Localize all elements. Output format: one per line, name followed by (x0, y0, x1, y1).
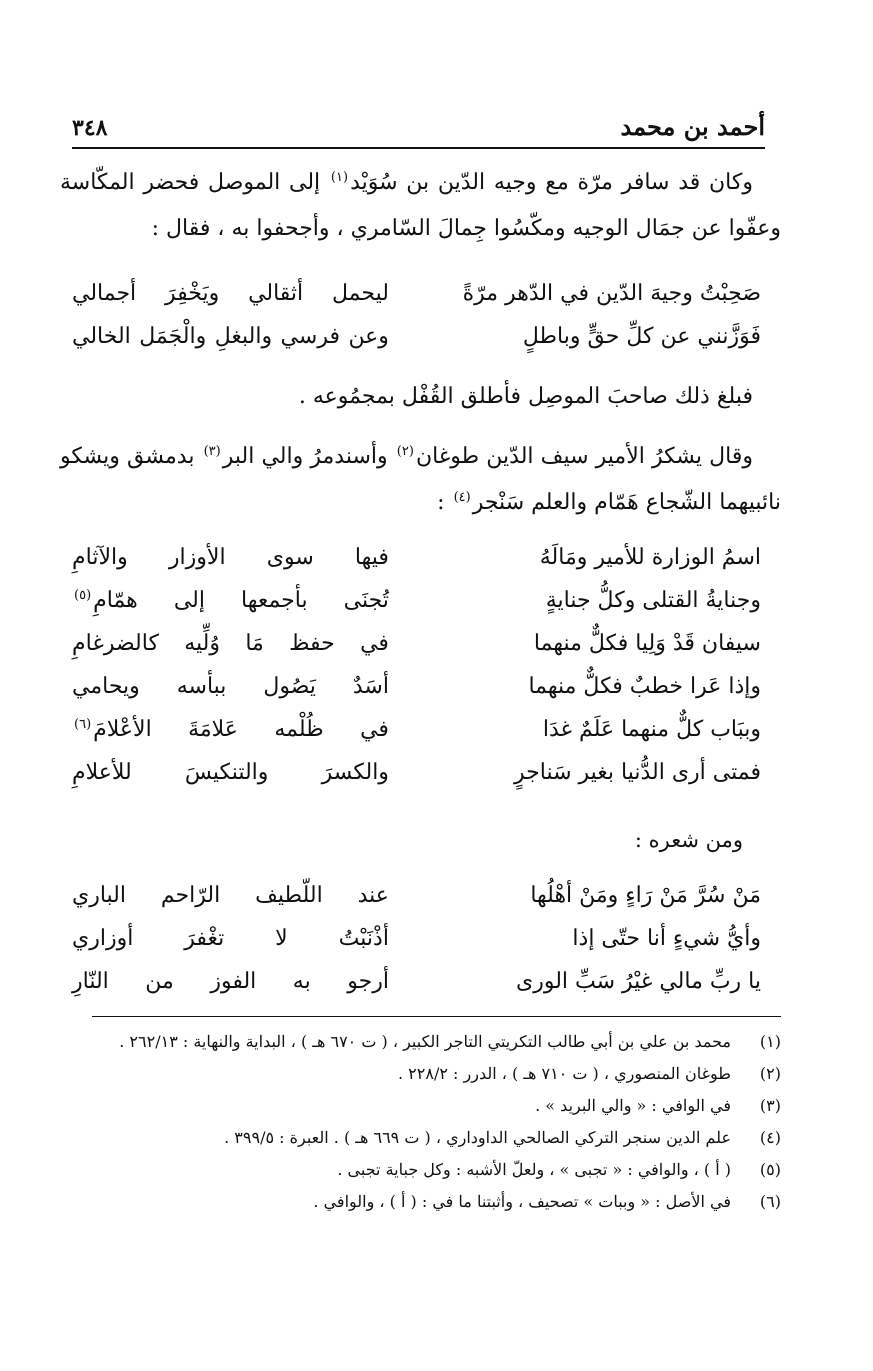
verse-second-hemistich: عند اللّطيف الرّاحم الباري (72, 883, 389, 908)
verse-text: فيها سوى الأوزار والآثامِ (72, 545, 389, 570)
verse-second-hemistich: أذْنَبْتُ لا تغْفرَ أوزاري (72, 926, 389, 951)
footnote (60, 1153, 781, 1185)
page-number: ٣٤٨ (72, 115, 108, 141)
verse-line (72, 272, 761, 315)
verse-first-hemistich: يا ربِّ مالي غيْرُ سَبِّ الورى (516, 969, 761, 994)
footnote-separator (92, 1016, 781, 1017)
poem-2 (72, 536, 761, 794)
footnote-ref-2: (٢) (396, 443, 414, 459)
footnote-number: (٤) (759, 1127, 781, 1147)
paragraph-3-text-c: بدمشق ويشكو نائبيهما الشّجاع هَمّام والعلم سَنْجر (60, 444, 781, 515)
footnote-ref-5: (٥) (74, 587, 92, 603)
footnote (60, 1121, 781, 1153)
paragraph-2-text: فبلغ ذلك صاحبَ الموصِل فأطلق القُفْل بمجمُوعه . (298, 384, 753, 409)
verse-first-hemistich: مَنْ سُرَّ مَنْ رَاءٍ ومَنْ أهْلُها (530, 883, 761, 908)
verse-second-hemistich (72, 760, 389, 785)
footnote-text: ( أ ) ، والوافي : « تجبى » ، ولعلّ الأشبه : وكل جباية تجبى . (337, 1159, 731, 1179)
verse-line (72, 665, 761, 708)
footnote-number: (٦) (759, 1191, 781, 1211)
footnote-number: (٣) (759, 1095, 781, 1115)
verse-text: والكسرَ والتنكيسَ للأعلامِ (72, 760, 389, 785)
footnote-number: (١) (759, 1031, 781, 1051)
poem-3-intro: ومن شعره : (634, 828, 743, 852)
running-title: أحمد بن محمد (620, 112, 765, 141)
footnote-ref-4: (٤) (453, 489, 471, 505)
verse-second-hemistich: وعن فرسي والبغلِ والْجَمَل الخالي (72, 324, 389, 349)
footnote-text: علم الدين سنجر التركي الصالحي الداوداري ، ( ت ٦٦٩ هـ ) . العبرة : ٣٩٩/٥ . (224, 1127, 731, 1147)
verse-second-hemistich (72, 717, 389, 742)
verse-first-hemistich: وببَاب كلٌّ منهما عَلَمٌ غدَا (542, 717, 761, 742)
poem-1 (72, 272, 761, 358)
verse-line (72, 960, 761, 1003)
footnotes (60, 1025, 781, 1217)
verse-text: في ظُلْمه عَلامَةَ الأعْلامَ (93, 717, 389, 742)
verse-first-hemistich: وأيُّ شيءٍ أنا حتّى إذا (572, 926, 761, 951)
verse-first-hemistich: اسمُ الوزارة للأمير ومَالَهُ (539, 545, 761, 570)
verse-second-hemistich (72, 545, 389, 570)
footnote-ref-6: (٦) (74, 716, 92, 732)
footnote-text: محمد بن علي بن أبي طالب التكريتي التاجر الكبير ، ( ت ٦٧٠ هـ ) ، البداية والنهاية : ٢٦٢/١٣ . (119, 1031, 731, 1051)
verse-first-hemistich: فَوَزَّنني عن كلِّ حقٍّ وباطلٍ (522, 324, 761, 349)
paragraph-3-text-b: وأسندمرُ والي البر (222, 444, 388, 469)
verse-text: في حفظ مَا وُلِّيه كالضرغامِ (72, 631, 389, 656)
verse-second-hemistich (72, 588, 389, 613)
paragraph-3-text-a: وقال يشكرُ الأمير سيف الدّين طوغان (415, 444, 754, 469)
verse-line (72, 917, 761, 960)
verse-text: تُجنَى بأجمعها إلى همّامِ (93, 588, 389, 613)
verse-first-hemistich: سيفان قَدْ وَلِيا فكلٌّ منهما (533, 631, 761, 656)
paragraph-1 (60, 160, 781, 252)
footnote (60, 1025, 781, 1057)
footnote-number: (٢) (759, 1063, 781, 1083)
verse-second-hemistich: أرجو به الفوز من النّارِ (72, 969, 389, 994)
verse-line (72, 579, 761, 622)
paragraph-3 (60, 434, 781, 526)
verse-first-hemistich: صَحِبْتُ وجيهَ الدّين في الدّهر مرّةً (462, 281, 761, 306)
footnote (60, 1185, 781, 1217)
footnote-text: طوغان المنصوري ، ( ت ٧١٠ هـ ) ، الدرر : ٢٢٨/٢ . (397, 1063, 731, 1083)
footnote-ref-3: (٣) (203, 443, 221, 459)
verse-line (72, 315, 761, 358)
poem-3 (72, 874, 761, 1003)
page-header (72, 112, 765, 149)
verse-line (72, 751, 761, 794)
verse-line (72, 622, 761, 665)
verse-second-hemistich (72, 674, 389, 699)
footnote (60, 1057, 781, 1089)
paragraph-2 (60, 374, 781, 420)
verse-line (72, 536, 761, 579)
paragraph-3-text-d: : (437, 490, 445, 515)
footnote-number: (٥) (759, 1159, 781, 1179)
footnote (60, 1089, 781, 1121)
verse-line (72, 708, 761, 751)
footnote-ref-1: (١) (330, 169, 349, 185)
verse-text: أسَدٌ يَصُول ببأسه ويحامي (72, 674, 389, 699)
paragraph-1-text-b: إلى الموصل فحضر المكّاسة وعفّوا عن جمَال الوجيه ومكّسُوا جِمالَ السّامري ، وأجحفوا به ، فقال : (60, 170, 781, 241)
footnote-text: في الأصل : « وببات » تصحيف ، وأثبتنا ما في : ( أ ) ، والوافي . (313, 1191, 731, 1211)
verse-first-hemistich: وإذا عَرا خطبٌ فكلٌّ منهما (528, 674, 761, 699)
footnote-text: في الوافي : « والي البريد » . (535, 1095, 731, 1115)
verse-second-hemistich: ليحمل أثقالي ويَخْفِرَ أجمالي (72, 281, 389, 306)
paragraph-1-text-a: وكان قد سافر مرّة مع وجيه الدّين بن سُوَيْد (350, 170, 753, 195)
verse-first-hemistich: وجنايةُ القتلى وكلُّ جنايةٍ (545, 588, 761, 613)
verse-first-hemistich: فمتى أرى الدُّنيا بغير سَناجرٍ (514, 760, 761, 785)
verse-line (72, 874, 761, 917)
verse-second-hemistich (72, 631, 389, 656)
